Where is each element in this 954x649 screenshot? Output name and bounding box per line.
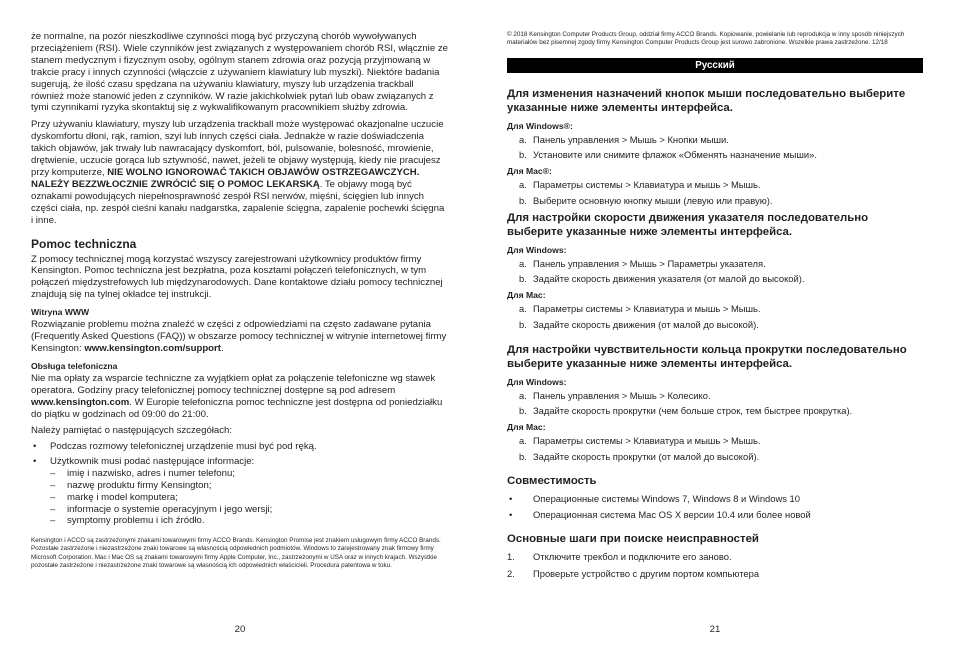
compatibility-list	[507, 493, 923, 522]
dash-icon: –	[50, 468, 56, 480]
list-item	[507, 179, 923, 191]
rsi-paragraph: że normalne, na pozór nieszkodliwe czynności mogą być przyczyną chorób wywoływanych przeciążeniem (RSI). Wiele czynników jest związanych z występowaniem chorób RSI, włącznie ze stanem medycznym i fizycznym osoby, ogólnym stanem zdrowia oraz pozycją przyjmowaną w trakcie pracy i innych czynności (włączcie z używaniem klawiatury lub myszki). Niektóre badania sugerują, że ilość czasu spędzana na używaniu klawiatury, myszy lub urządzenia trackball również może stanowić jeden z czynników. W razie jakichkolwiek pytań lub obaw związanych z tymi czynnikami ryzyka skontaktuj się z wykwalifikowanym pracownikiem służby zdrowia.	[31, 31, 448, 114]
list-item	[507, 451, 923, 463]
list-item-text: Панель управления > Мышь > Кнопки мыши.	[533, 134, 729, 145]
list-item-text: Операционная система Mac OS X версии 10.4 или более новой	[533, 509, 811, 521]
steps-list	[507, 258, 923, 285]
copyright-notice: © 2018 Kensington Computer Products Group, oddział firmy ACCO Brands. Kopiowanie, powielanie lub reprodukcja w inny sposób niniejszych materiałów bez pisemnej zgody firmy Kensington Computer Products Group jest surowo zabronione. Wszelkie prawa zastrzeżone. 12/18	[507, 31, 905, 47]
list-item-text: Выберите основную кнопку мыши (левую или правую).	[533, 194, 773, 206]
list-item	[50, 504, 449, 516]
list-item-text: Проверьте устройство с другим портом компьютера	[533, 567, 760, 579]
list-item-text: Панель управления > Мышь > Параметры указателя.	[533, 257, 766, 269]
steps-list	[507, 179, 923, 206]
list-item	[507, 273, 923, 285]
phone-text: Nie ma opłaty za wsparcie techniczne za wyjątkiem opłat za połączenie telefoniczne wg stawek operatora. Godziny pracy telefonicznej pomocy technicznej dostępne są pod adresem	[31, 372, 436, 396]
list-item	[507, 303, 923, 315]
list-item	[507, 390, 923, 402]
remember-text: Należy pamiętać o następujących szczegółach:	[31, 425, 233, 437]
mac-label: Для Mac®:	[507, 166, 552, 177]
dash-icon: –	[50, 503, 56, 515]
mac-label: Для Mac:	[507, 290, 546, 301]
list-item-text: Панель управления > Мышь > Колесико.	[533, 389, 711, 401]
button-config-heading: Для изменения назначений кнопок мыши последовательно выберите указанные ниже элементы интерфейса.	[507, 87, 906, 115]
list-item-text: Параметры системы > Клавиатура и мышь > Мышь.	[533, 435, 761, 447]
mac-label: Для Mac:	[507, 422, 546, 433]
bullet-icon: •	[33, 456, 37, 468]
list-item	[31, 456, 449, 527]
list-item	[50, 468, 449, 480]
bullet-icon: •	[509, 492, 513, 504]
www-text: Rozwiązanie problemu można znaleźć w części z odpowiedziami na często zadawane pytania (Frequently Asked Questions (FAQ)) w obszarze pomocy technicznej w witrynie internetowej firmy Kensington:	[31, 319, 447, 354]
compatibility-heading: Совместимость	[507, 474, 597, 487]
list-item	[507, 551, 923, 563]
warning-text: NIE WOLNO IGNOROWAĆ TAKICH OBJAWÓW OSTRZEGAWCZYCH. NALEŻY BEZZWŁOCZNIE ZWRÓCIĆ SIĘ O POMOC LEKARSKĄ	[31, 166, 420, 190]
list-item	[507, 435, 923, 447]
www-text-end: .	[220, 342, 224, 354]
bullet-icon: •	[33, 441, 37, 453]
symptoms-text-end: . Te objawy mogą być oznakami powodujących niepełnosprawność zespół RSI nerwów, mięśni, ścięgien lub innych części ciała, np. zespół cieśni kanału nadgarstka, zapalenie ścięgna, zapalenie pochewki ścięgna i inne.	[31, 178, 445, 226]
list-item-text: Параметры системы > Клавиатура и мышь > Мышь.	[533, 303, 761, 315]
page-number: 20	[234, 624, 246, 635]
legal-notice: Kensington i ACCO są zastrzeżonymi znakami towarowymi firmy ACCO Brands. Kensington Promise jest znakiem usługowym firmy ACCO Brands. Pozostałe zastrzeżone i niezastrzeżone znaki towarowe są własnością odpowiednich podmiotów. Windows to zarejestrowany znak firmowy firmy Microsoft Corporation. Mac i Mac OS są znakami towarowymi firmy Apple Computer, Inc., zastrzeżonymi w USA oraz w innych krajach. Wszystkie pozostałe zastrzeżone i niezastrzeżone znaki towarowe są własnością ich odpowiednich właścicieli. Procedura patentowa w toku.	[31, 537, 441, 569]
list-item-text: Задайте скорость прокрутки (от малой до высокой).	[533, 450, 760, 462]
left-page	[31, 0, 449, 649]
troubleshooting-list	[507, 551, 923, 580]
steps-list	[507, 435, 923, 462]
list-item-text: Podczas rozmowy telefonicznej urządzenie musi być pod ręką.	[50, 441, 317, 453]
pointer-speed-heading: Для настройки скорости движения указателя последовательно выберите указанные ниже элементы интерфейса.	[507, 211, 869, 239]
list-item	[507, 195, 923, 207]
details-list	[31, 441, 449, 527]
step-marker: b.	[519, 405, 527, 417]
phone-text-end: . W Europie telefoniczna pomoc techniczne jest dostępna od poniedziałku do piątku w godzinach od 09:00 do 21:00.	[31, 396, 443, 420]
list-item-text: Задайте скорость прокрутки (чем больше строк, тем быстрее прокрутка).	[533, 405, 853, 417]
steps-list	[507, 134, 923, 161]
troubleshooting-heading: Основные шаги при поиске неисправностей	[507, 533, 759, 546]
symptoms-text: Przy używaniu klawiatury, myszy lub urządzenia trackball może występować okazjonalne uczucie dyskomfortu dłoni, rąk, ramion, szyi lub innych części ciała. Jednakże w razie doświadczenia takich objawów, jak trwały lub nawracający dyskomfort, ból, pulsowanie, bolesność, mrowienie, drętwienie, uczucie gorąca lub sztywność, nawet, jeżeli te objawy występują, kiedy nie pracujesz przy komputerze,	[31, 119, 444, 178]
page-number: 21	[709, 624, 721, 635]
bullet-icon: •	[509, 509, 513, 521]
list-item	[507, 405, 923, 417]
dash-icon: –	[50, 479, 56, 491]
dash-icon: –	[50, 515, 56, 527]
step-marker: a.	[519, 435, 527, 447]
step-marker: b.	[519, 149, 527, 161]
list-item-text: nazwę produktu firmy Kensington;	[67, 479, 212, 491]
step-marker: b.	[519, 450, 527, 462]
windows-label: Для Windows:	[507, 376, 567, 387]
support-paragraph: Z pomocy technicznej mogą korzystać wszyscy zarejestrowani użytkownicy produktów firmy Kensington. Pomoc techniczna jest bezpłatna, poza kosztami połączeń telefonicznych, w tym połączeń międzystrefowych lub międzynarodowych. Dane kontaktowe działu pomocy technicznej znajdują się na tylnej okładce tej instrukcji.	[31, 253, 443, 301]
step-number: 2.	[507, 567, 515, 579]
list-item	[507, 258, 923, 270]
list-item	[507, 319, 923, 331]
list-item-text: Użytkownik musi podać następujące informacje:	[50, 456, 255, 468]
dash-icon: –	[50, 491, 56, 503]
list-item-text: symptomy problemu i ich źródło.	[67, 515, 205, 527]
step-marker: b.	[519, 318, 527, 330]
list-item	[50, 515, 449, 527]
www-paragraph	[31, 319, 449, 355]
symptoms-paragraph	[31, 119, 449, 226]
list-item-text: Операционные системы Windows 7, Windows 8 и Windows 10	[533, 492, 800, 504]
steps-list	[507, 303, 923, 330]
step-marker: a.	[519, 134, 527, 145]
scroll-sensitivity-heading: Для настройки чувствительности кольца прокрутки последовательно выберите указанные ниже элементы интерфейса.	[507, 343, 907, 371]
phone-paragraph	[31, 373, 449, 421]
list-item	[50, 480, 449, 492]
step-number: 1.	[507, 551, 515, 563]
list-item	[507, 134, 923, 146]
list-item	[507, 509, 923, 521]
phone-heading: Obsługa telefoniczna	[31, 360, 118, 371]
list-item-text: informacje o systemie operacyjnym i jego wersji;	[67, 503, 273, 515]
list-item	[507, 568, 923, 580]
step-marker: a.	[519, 257, 527, 269]
windows-label: Для Windows:	[507, 244, 567, 255]
list-item	[50, 492, 449, 504]
kensington-link[interactable]: www.kensington.com	[31, 396, 130, 408]
list-item	[507, 149, 923, 161]
list-item-text: Отключите трекбол и подключите его заново.	[533, 551, 732, 563]
list-item	[31, 441, 449, 453]
list-item-text: Параметры системы > Клавиатура и мышь > Мышь.	[533, 179, 761, 191]
step-marker: a.	[519, 179, 527, 191]
step-marker: a.	[519, 303, 527, 315]
step-marker: a.	[519, 389, 527, 401]
windows-label: Для Windows®:	[507, 121, 573, 131]
step-marker: b.	[519, 273, 527, 285]
list-item-text: Задайте скорость движения указателя (от малой до высокой).	[533, 273, 805, 285]
list-item-text: imię i nazwisko, adres i numer telefonu;	[67, 468, 235, 480]
info-sublist	[50, 468, 449, 527]
list-item	[507, 493, 923, 505]
list-item-text: Установите или снимите флажок «Обменять назначение мыши».	[533, 149, 817, 161]
language-bar: Русский	[507, 58, 923, 73]
www-heading: Witryna WWW	[31, 307, 90, 318]
step-marker: b.	[519, 194, 527, 206]
support-link[interactable]: www.kensington.com/support	[84, 342, 221, 354]
right-page	[507, 0, 923, 649]
support-heading: Pomoc techniczna	[31, 236, 137, 251]
list-item-text: Задайте скорость движения (от малой до высокой).	[533, 318, 759, 330]
steps-list	[507, 390, 923, 417]
list-item-text: markę i model komputera;	[67, 491, 178, 503]
